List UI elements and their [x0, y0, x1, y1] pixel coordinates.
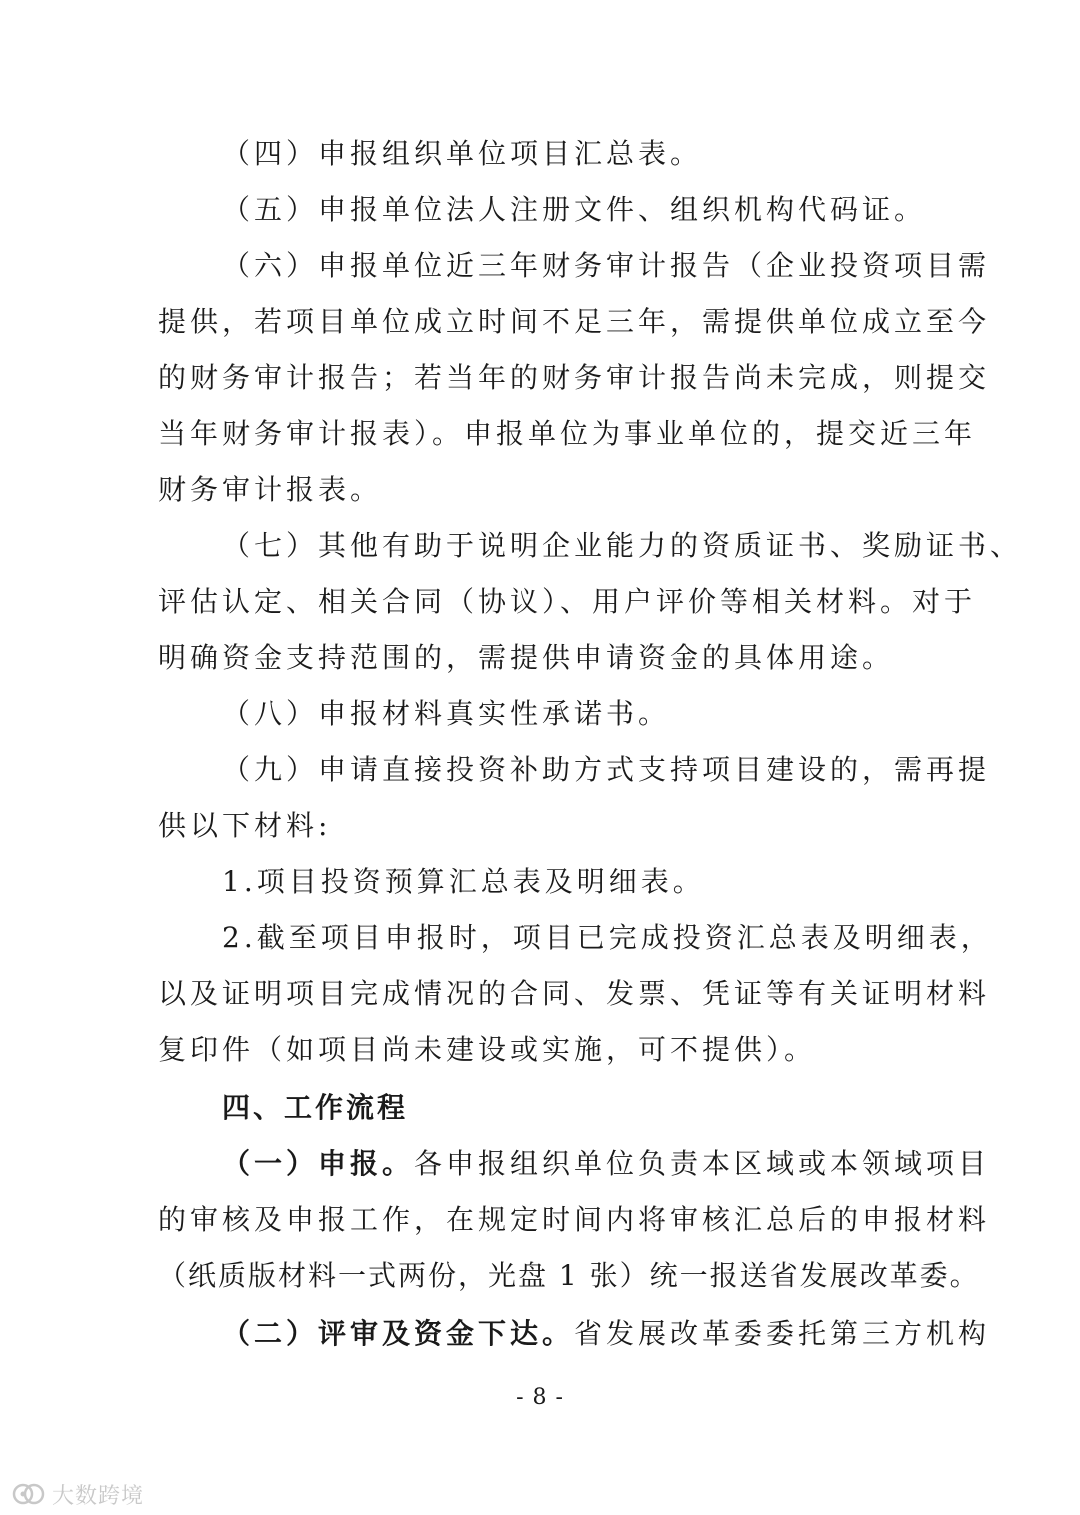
text-line: （九）申请直接投资补助方式支持项目建设的，需再提 [222, 753, 991, 786]
page-number: - 8 - [516, 1385, 564, 1410]
text-line: （纸质版材料一式两份，光盘 1 张）统一报送省发展改革委。 [158, 1259, 980, 1292]
text-line: 2.截至项目申报时，项目已完成投资汇总表及明细表， [222, 921, 993, 954]
text-line: （四）申报组织单位项目汇总表。 [222, 137, 703, 170]
text-line: （六）申报单位近三年财务审计报告（企业投资项目需 [222, 249, 991, 282]
text-line: 明确资金支持范围的，需提供申请资金的具体用途。 [158, 641, 895, 674]
paragraph-lead: （二）评审及资金下达。 [222, 1317, 575, 1350]
text-line: 提供，若项目单位成立时间不足三年，需提供单位成立至今 [158, 305, 991, 338]
text-line: 的财务审计报告；若当年的财务审计报告尚未完成，则提交 [158, 361, 991, 394]
watermark-text: 大数跨境 [52, 1483, 145, 1509]
paragraph-lead: （一）申报。 [222, 1147, 415, 1180]
text-line: （五）申报单位法人注册文件、组织机构代码证。 [222, 193, 927, 226]
text-line: 评估认定、相关合同（协议）、用户评价等相关材料。对于 [158, 585, 977, 618]
watermark [12, 1478, 144, 1510]
text-line: 当年财务审计报表）。申报单位为事业单位的，提交近三年 [158, 417, 977, 450]
brand-logo-icon [12, 1481, 46, 1507]
text-line: 以及证明项目完成情况的合同、发票、凭证等有关证明材料 [158, 977, 991, 1010]
text-line: 供以下材料: [158, 809, 332, 842]
text-line: 1.项目投资预算汇总表及明细表。 [222, 865, 705, 898]
text-line: 财务审计报表。 [158, 473, 383, 506]
section-heading: 四、工作流程 [222, 1091, 409, 1124]
paragraph-line [222, 1314, 990, 1354]
paragraph-line [222, 1144, 990, 1184]
paragraph-text: 省发展改革委委托第三方机构 [574, 1317, 991, 1350]
paragraph-text: 各申报组织单位负责本区域或本领域项目 [414, 1147, 991, 1180]
text-line: （七）其他有助于说明企业能力的资质证书、奖励证书、 [222, 529, 1023, 562]
text-line: 的审核及申报工作，在规定时间内将审核汇总后的申报材料 [158, 1203, 991, 1236]
text-line: 复印件（如项目尚未建设或实施，可不提供）。 [158, 1033, 817, 1066]
text-line: （八）申报材料真实性承诺书。 [222, 697, 671, 730]
